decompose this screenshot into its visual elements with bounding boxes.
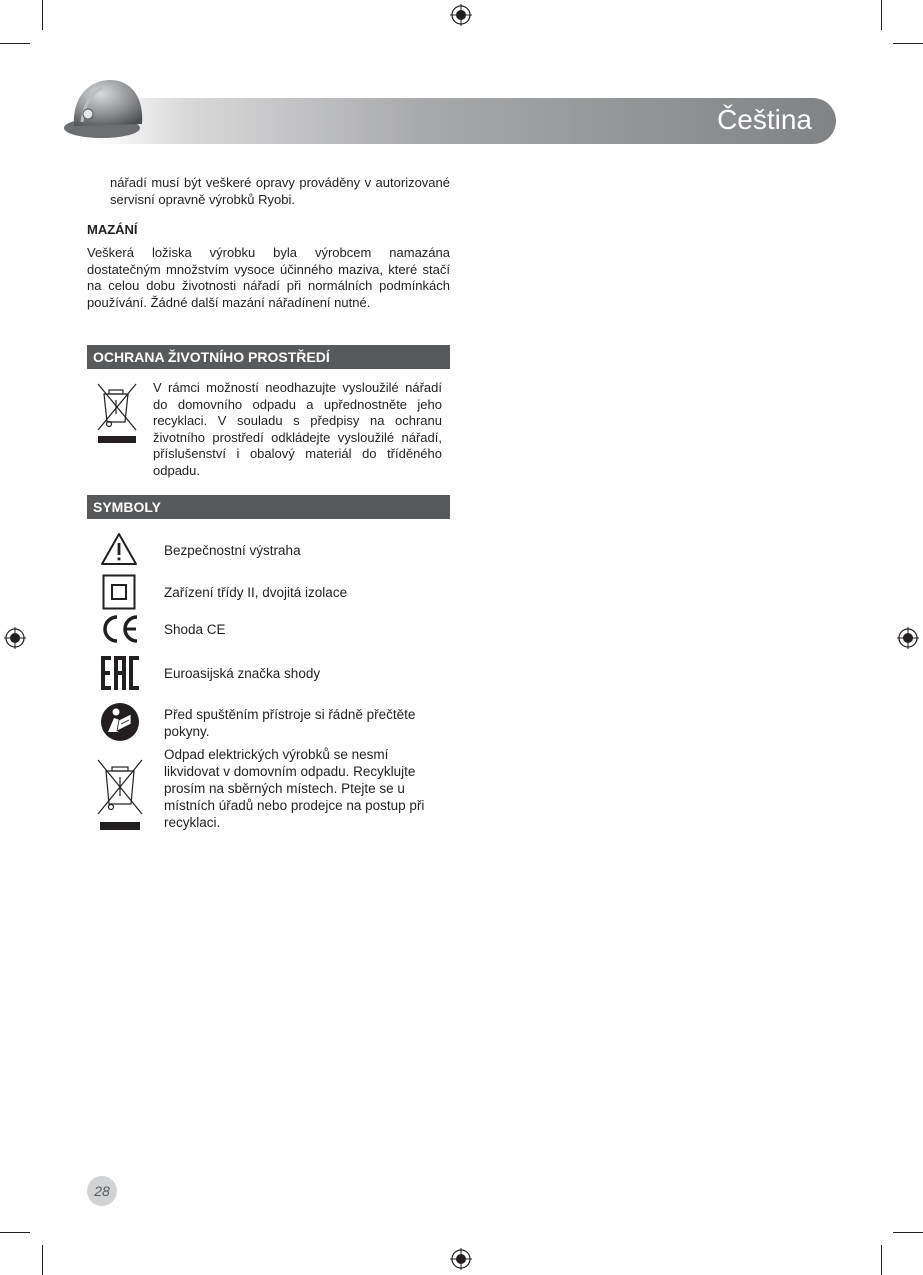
language-title: Čeština bbox=[717, 104, 812, 135]
registration-mark-icon bbox=[897, 627, 919, 649]
crop-mark bbox=[893, 1232, 923, 1233]
lubrication-paragraph: Veškerá ložiska výrobku byla výrobcem namazána dostatečným množstvím vysoce účinného maziva, které stačí na celou dobu životnosti nářadí při normálních podmínkách používání. Žádné další mazání nářadínení nutné. bbox=[87, 245, 450, 310]
environment-paragraph: V rámci možností neodhazujte vysloužilé nářadí do domovního odpadu a upřednostněte jeho recyklaci. V souladu s předpisy na ochranu životního prostředí odkládejte vysloužilé nářadí, příslušenství i obalový materiál do tříděného odpadu. bbox=[153, 380, 442, 478]
crop-mark bbox=[0, 1232, 30, 1233]
class-ii-double-insulation-icon bbox=[102, 574, 136, 610]
lubrication-heading: MAZÁNÍ bbox=[87, 222, 138, 237]
repair-paragraph: nářadí musí být veškeré opravy prováděny v autorizované servisní opravně výrobků Ryobi. bbox=[110, 175, 450, 207]
registration-mark-icon bbox=[4, 627, 26, 649]
weee-bin-icon bbox=[96, 758, 144, 832]
crop-mark bbox=[881, 1245, 882, 1275]
page-number: 28 bbox=[87, 1176, 117, 1206]
read-manual-icon bbox=[100, 702, 140, 742]
ce-mark-icon bbox=[100, 614, 140, 644]
symbol-label-warning: Bezpečnostní výstraha bbox=[164, 543, 301, 558]
crop-mark bbox=[42, 1245, 43, 1275]
registration-mark-icon bbox=[450, 4, 472, 26]
helmet-icon bbox=[62, 74, 154, 146]
symbols-heading: SYMBOLY bbox=[87, 495, 450, 519]
eac-mark-icon bbox=[100, 655, 140, 691]
weee-bin-icon bbox=[96, 382, 138, 444]
crop-mark bbox=[42, 0, 43, 30]
crop-mark bbox=[893, 43, 923, 44]
symbol-label-class-ii: Zařízení třídy II, dvojitá izolace bbox=[164, 585, 348, 600]
environment-heading: OCHRANA ŽIVOTNÍHO PROSTŘEDÍ bbox=[87, 345, 450, 369]
warning-triangle-icon bbox=[100, 532, 138, 566]
crop-mark bbox=[0, 43, 30, 44]
registration-mark-icon bbox=[450, 1248, 472, 1270]
crop-mark bbox=[881, 0, 882, 30]
symbol-label-read-manual: Před spuštěním přístroje si řádně přečtěte pokyny. bbox=[164, 707, 416, 739]
language-banner bbox=[96, 98, 836, 144]
symbol-label-ce: Shoda CE bbox=[164, 622, 226, 637]
symbol-label-weee: Odpad elektrických výrobků se nesmí likvidovat v domovním odpadu. Recyklujte prosím na sběrných místech. Ptejte se u místních úřadů nebo prodejce na postup při recyklaci. bbox=[164, 747, 425, 830]
symbol-label-eac: Euroasijská značka shody bbox=[164, 666, 321, 681]
